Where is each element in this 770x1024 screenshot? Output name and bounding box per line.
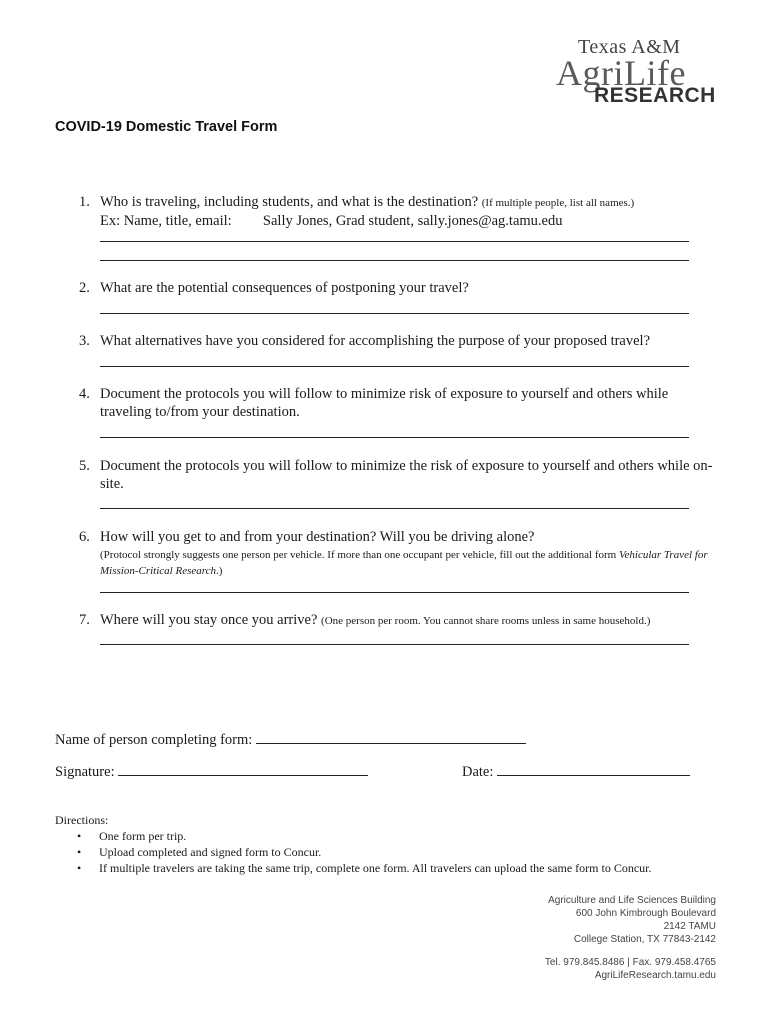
list-item-text: Upload completed and signed form to Concur. — [99, 845, 322, 859]
agrilife-research-logo — [550, 36, 720, 108]
question-4 — [79, 385, 719, 421]
footer-address — [545, 894, 716, 982]
note-suffix: .) — [216, 565, 223, 577]
bullet-icon: • — [77, 845, 82, 859]
example-value: Sally Jones, Grad student, sally.jones@ag.tamu.edu — [262, 213, 563, 229]
example-label: Ex: Name, title, email: — [100, 213, 232, 229]
question-text: Document the protocols you will follow to minimize the risk of exposure to yourself and others while on-site. — [100, 458, 713, 492]
directions — [55, 812, 652, 876]
question-number: 5. — [79, 458, 90, 474]
logo-line-2: AgriLife — [556, 53, 686, 93]
date-label: Date: — [462, 764, 494, 780]
question-text: How will you get to and from your destination? Will you be driving alone? — [100, 529, 535, 545]
question-6 — [79, 528, 719, 579]
footer-city: College Station, TX 77843-2142 — [573, 934, 716, 945]
bullet-icon: • — [77, 861, 82, 875]
answer-line[interactable] — [100, 260, 689, 261]
answer-line[interactable] — [100, 241, 689, 242]
question-1 — [79, 193, 719, 230]
list-item-text: If multiple travelers are taking the same trip, complete one form. All travelers can upload the same form to Concur. — [99, 861, 652, 875]
question-7 — [79, 611, 719, 630]
date-line[interactable] — [497, 763, 690, 776]
question-5 — [79, 457, 719, 493]
footer-box: 2142 TAMU — [663, 921, 716, 932]
question-text: Where will you stay once you arrive? — [100, 612, 318, 628]
directions-list — [55, 828, 652, 876]
question-number: 1. — [79, 194, 90, 210]
list-item — [77, 844, 652, 860]
name-line[interactable] — [256, 731, 526, 744]
form-title: COVID-19 Domestic Travel Form — [55, 119, 278, 135]
answer-line[interactable] — [100, 644, 689, 645]
list-item-text: One form per trip. — [99, 829, 187, 843]
question-text: Who is traveling, including students, and what is the destination? — [100, 194, 479, 210]
question-number: 2. — [79, 280, 90, 296]
bullet-icon: • — [77, 829, 82, 843]
logo-line-1: Texas A&M — [578, 36, 681, 58]
footer-website-link[interactable]: AgriLifeResearch.tamu.edu — [594, 970, 716, 981]
footer-street: 600 John Kimbrough Boulevard — [575, 908, 716, 919]
answer-line[interactable] — [100, 592, 689, 593]
answer-line[interactable] — [100, 508, 689, 509]
name-field — [55, 731, 526, 749]
question-text: What are the potential consequences of postponing your travel? — [100, 280, 469, 296]
name-label: Name of person completing form: — [55, 732, 253, 748]
answer-line[interactable] — [100, 313, 689, 314]
question-note — [100, 547, 719, 579]
question-number: 6. — [79, 529, 90, 545]
question-number: 3. — [79, 333, 90, 349]
question-note: (If multiple people, list all names.) — [481, 197, 635, 209]
signature-label: Signature: — [55, 764, 115, 780]
question-3 — [79, 332, 719, 350]
list-item — [77, 860, 652, 876]
answer-line[interactable] — [100, 437, 689, 438]
question-number: 4. — [79, 386, 90, 402]
question-number: 7. — [79, 612, 90, 628]
note-prefix: (Protocol strongly suggests one person per vehicle. If more than one occupant per vehicle, fill out the additional form — [100, 549, 619, 561]
list-item — [77, 828, 652, 844]
question-2 — [79, 279, 719, 297]
signature-line[interactable] — [118, 763, 368, 776]
note-form-name: Vehicular Travel for Mission-Critical Research — [100, 549, 708, 577]
answer-line[interactable] — [100, 366, 689, 367]
question-text: Document the protocols you will follow to minimize risk of exposure to yourself and others while traveling to/from your destination. — [100, 386, 669, 420]
question-text: What alternatives have you considered for accomplishing the purpose of your proposed travel? — [100, 333, 651, 349]
footer-phone: Tel. 979.845.8486 | Fax. 979.458.4765 — [544, 957, 716, 968]
date-field — [462, 763, 690, 781]
footer-building: Agriculture and Life Sciences Building — [548, 895, 716, 906]
signature-field — [55, 763, 368, 781]
question-note: (One person per room. You cannot share rooms unless in same household.) — [321, 615, 651, 627]
logo-line-3: RESEARCH — [594, 84, 716, 107]
directions-heading: Directions: — [55, 813, 109, 827]
